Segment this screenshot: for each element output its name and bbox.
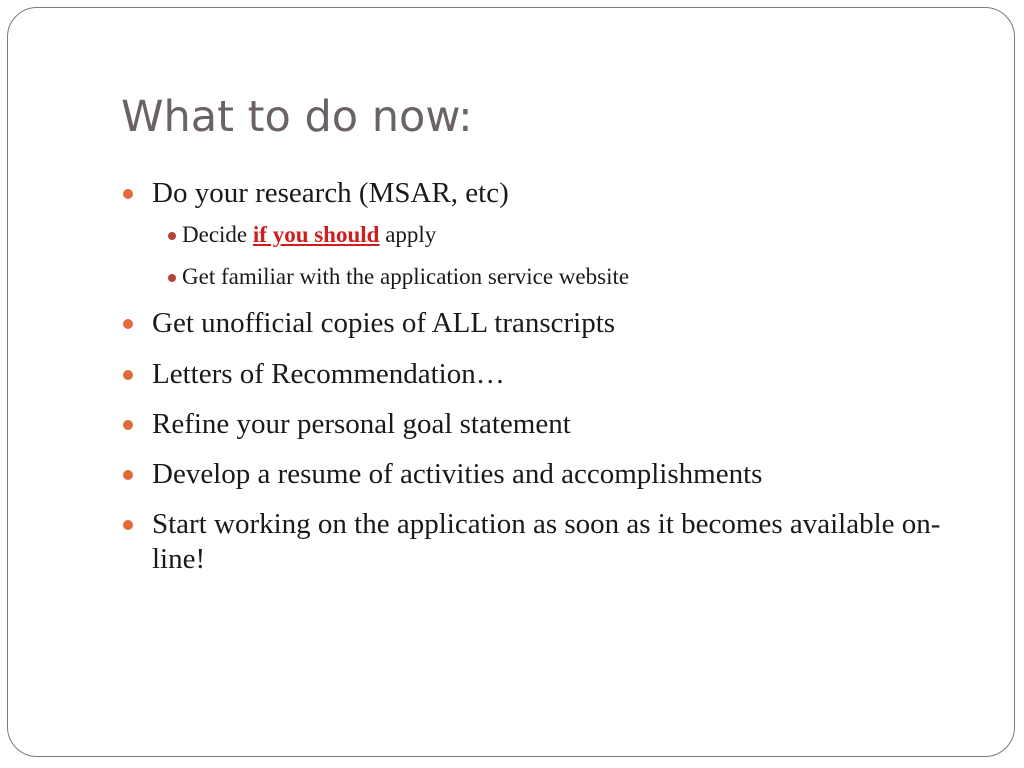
bullet-dot-icon — [123, 370, 133, 380]
bullet-text: Do your research (MSAR, etc) — [152, 177, 509, 209]
bullet-text: Get unofficial copies of ALL transcripts — [152, 307, 616, 340]
bullet-item — [121, 407, 941, 441]
bullet-text: Refine your personal goal statement — [152, 407, 571, 440]
slide-title: What to do now: — [121, 92, 473, 142]
slide-frame — [7, 7, 1015, 757]
bullet-item — [121, 507, 941, 575]
bullet-text: Letters of Recommendation… — [152, 357, 505, 390]
bullet-item — [121, 306, 941, 340]
bullet-item — [121, 357, 941, 391]
bullet-dot-icon — [123, 319, 133, 329]
sub-bullet-item — [152, 263, 941, 291]
bullet-dot-icon — [123, 520, 133, 530]
bullet-item — [121, 176, 941, 290]
sub-bullet-text: Get familiar with the application service website — [182, 263, 630, 289]
bullet-dot-icon — [123, 189, 133, 199]
sub-bullet-dot-icon — [168, 232, 176, 240]
sub-bullet-text-prefix: Decide — [182, 222, 253, 248]
bullet-item — [121, 457, 941, 491]
sub-bullet-item — [152, 221, 941, 249]
emphasized-text: if you should — [252, 222, 380, 248]
bullet-list — [121, 176, 941, 576]
bullet-text: Develop a resume of activities and accomplishments — [152, 458, 763, 491]
bullet-dot-icon — [123, 470, 133, 480]
bullet-dot-icon — [123, 420, 133, 430]
sub-bullet-dot-icon — [168, 274, 176, 282]
sub-bullet-text-suffix: apply — [379, 222, 437, 248]
sub-bullet-list — [152, 221, 941, 290]
bullet-text: Start working on the application as soon as it becomes available on-line! — [152, 508, 941, 575]
